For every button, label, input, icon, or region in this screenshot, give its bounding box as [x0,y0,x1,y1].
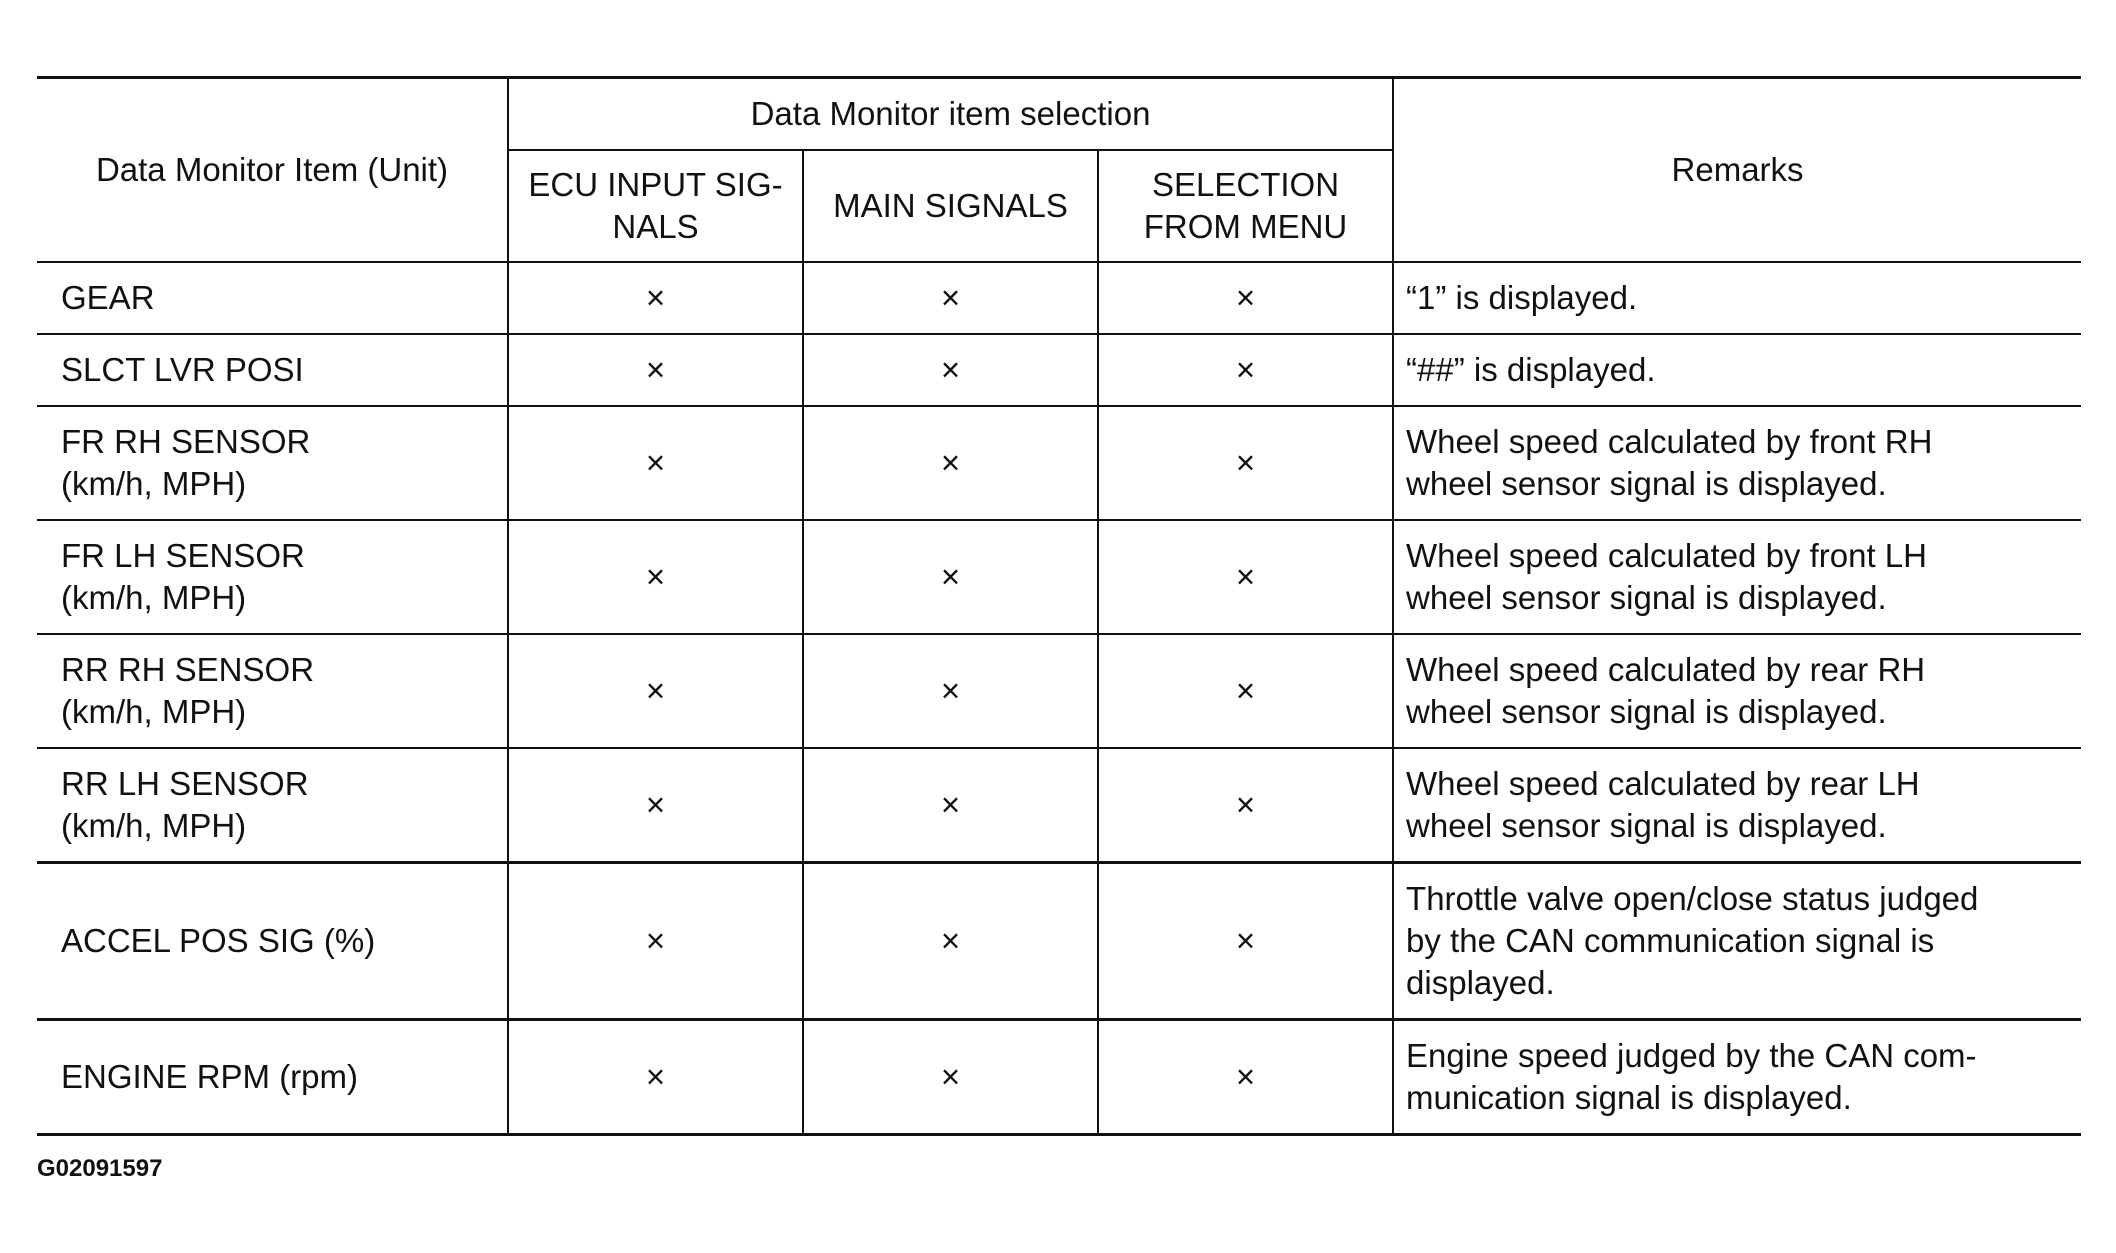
row-item-text: FR LH SENSOR [61,537,305,574]
row-item-unit: (km/h, MPH) [61,807,247,844]
row-item-text: SLCT LVR POSI [61,351,304,388]
table-row [37,634,2081,748]
mark-cell-main-signals: × [803,863,1098,1020]
mark-cell-selection-menu: × [1098,748,1393,863]
data-monitor-table [37,76,2081,1136]
row-remark-text: Wheel speed calculated by rear RH [1406,651,1926,688]
row-item-unit: (km/h, MPH) [61,693,247,730]
header-main-signals-line-1: MAIN SIGNALS [833,187,1068,224]
mark-cell-selection-menu: × [1098,634,1393,748]
mark-cell-main-signals: × [803,634,1098,748]
mark-cell-ecu-input: × [508,406,803,520]
mark-cell-main-signals: × [803,748,1098,863]
row-remark-text: displayed. [1406,964,1555,1001]
mark-cell-selection-menu: × [1098,520,1393,634]
mark-cell-ecu-input: × [508,520,803,634]
header-selection-from-menu-line-1: SELECTION [1151,166,1340,203]
row-remark-text: by the CAN communication signal is [1406,922,1935,959]
header-ecu-input-signals-line-2: NALS [612,208,699,245]
table-row [37,1020,2081,1135]
row-item-cell [37,334,508,406]
mark-cell-ecu-input: × [508,863,803,1020]
row-item-unit: (km/h, MPH) [61,465,247,502]
row-remark-text: “1” is displayed. [1406,279,1638,316]
header-main-signals [803,150,1098,262]
row-item-cell [37,863,508,1020]
row-item-cell [37,520,508,634]
table-row [37,520,2081,634]
mark-cell-ecu-input: × [508,634,803,748]
row-item-cell [37,1020,508,1135]
row-remark-text: Wheel speed calculated by front RH [1406,423,1933,460]
row-remark-cell [1393,520,2081,634]
row-item-cell [37,406,508,520]
row-remark-text: Throttle valve open/close status judged [1406,880,1979,917]
row-item-text: ACCEL POS SIG (%) [61,922,376,959]
header-selection-from-menu [1098,150,1393,262]
mark-cell-main-signals: × [803,406,1098,520]
mark-cell-ecu-input: × [508,1020,803,1135]
header-ecu-input-signals-line-1: ECU INPUT SIG- [528,166,783,203]
mark-cell-selection-menu: × [1098,334,1393,406]
row-remark-text: wheel sensor signal is displayed. [1406,579,1887,616]
row-remark-text: Wheel speed calculated by rear LH [1406,765,1920,802]
header-ecu-input-signals [508,150,803,262]
row-item-text: FR RH SENSOR [61,423,311,460]
row-remark-cell [1393,634,2081,748]
mark-cell-ecu-input: × [508,262,803,334]
table-row [37,262,2081,334]
table-row [37,406,2081,520]
row-item-unit: (km/h, MPH) [61,579,247,616]
row-remark-cell [1393,748,2081,863]
row-remark-cell [1393,1020,2081,1135]
header-selection-from-menu-line-2: FROM MENU [1143,208,1348,245]
header-item-selection-group: Data Monitor item selection [508,78,1393,151]
row-remark-text: “##” is displayed. [1406,351,1656,388]
mark-cell-selection-menu: × [1098,1020,1393,1135]
row-remark-text: Wheel speed calculated by front LH [1406,537,1927,574]
mark-cell-ecu-input: × [508,748,803,863]
mark-cell-main-signals: × [803,1020,1098,1135]
figure-id: G02091597 [37,1155,163,1182]
row-remark-text: wheel sensor signal is displayed. [1406,465,1887,502]
row-item-cell [37,748,508,863]
row-remark-text: wheel sensor signal is displayed. [1406,693,1887,730]
row-item-text: RR RH SENSOR [61,651,315,688]
table-row [37,334,2081,406]
mark-cell-selection-menu: × [1098,262,1393,334]
row-item-cell [37,634,508,748]
header-data-monitor-item: Data Monitor Item (Unit) [37,78,508,263]
row-remark-cell [1393,334,2081,406]
row-item-text: ENGINE RPM (rpm) [61,1058,358,1095]
mark-cell-selection-menu: × [1098,863,1393,1020]
row-item-cell [37,262,508,334]
mark-cell-main-signals: × [803,334,1098,406]
row-remark-cell [1393,863,2081,1020]
row-remark-text: munication signal is displayed. [1406,1079,1852,1116]
row-remark-cell [1393,406,2081,520]
row-remark-cell [1393,262,2081,334]
table-row [37,863,2081,1020]
row-item-text: RR LH SENSOR [61,765,309,802]
row-remark-text: wheel sensor signal is displayed. [1406,807,1887,844]
mark-cell-ecu-input: × [508,334,803,406]
mark-cell-selection-menu: × [1098,406,1393,520]
header-remarks: Remarks [1393,78,2081,263]
row-remark-text: Engine speed judged by the CAN com- [1406,1037,1977,1074]
row-item-text: GEAR [61,279,155,316]
table-row [37,748,2081,863]
mark-cell-main-signals: × [803,262,1098,334]
mark-cell-main-signals: × [803,520,1098,634]
